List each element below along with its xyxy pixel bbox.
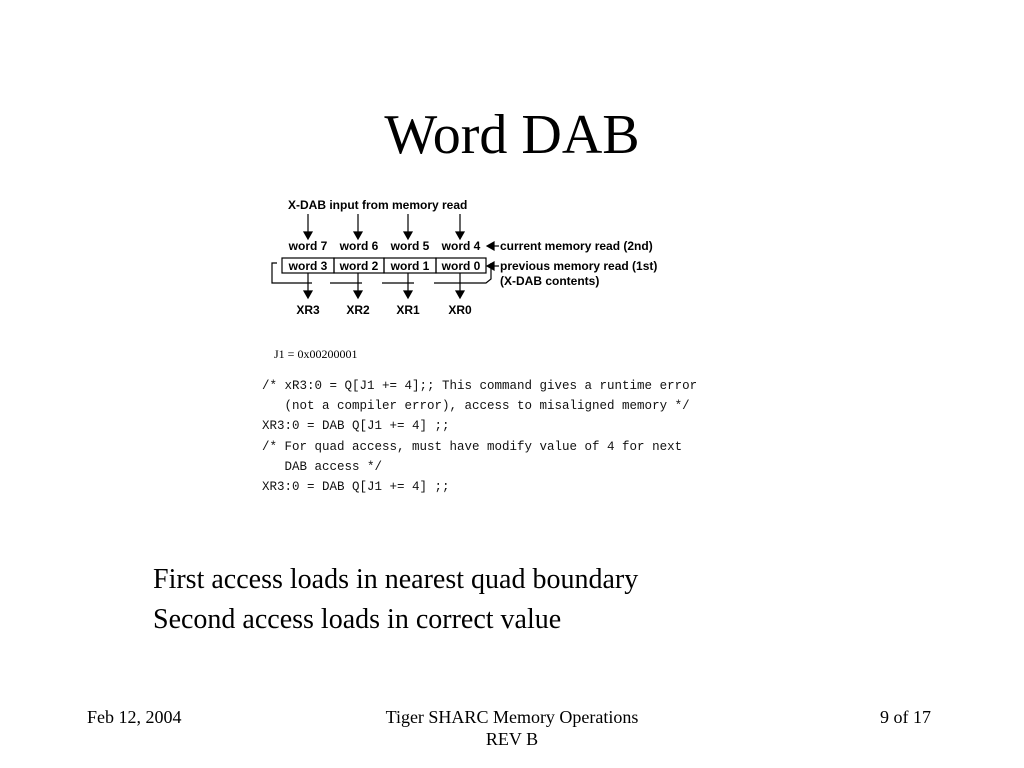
register-xr1: XR1 xyxy=(396,303,420,317)
dab-diagram xyxy=(255,190,695,325)
code-line: DAB access */ xyxy=(262,459,383,474)
footer-revision: REV B xyxy=(485,729,539,749)
input-arrowhead-7 xyxy=(304,232,312,239)
code-line: XR3:0 = DAB Q[J1 += 4] ;; xyxy=(262,480,450,495)
top-word-4: word 4 xyxy=(441,239,481,253)
code-line: (not a compiler error), access to misaligned memory */ xyxy=(262,399,690,414)
top-word-7: word 7 xyxy=(288,239,328,253)
reg-arrowhead-3 xyxy=(304,291,312,298)
body-text xyxy=(153,560,638,640)
bottom-word-1: word 1 xyxy=(390,259,430,273)
bottom-word-0: word 0 xyxy=(441,259,481,273)
reg-arrowhead-0 xyxy=(456,291,464,298)
input-label: X-DAB input from memory read xyxy=(288,198,468,212)
code-line: /* xR3:0 = Q[J1 += 4];; This command gives a runtime error xyxy=(262,379,698,393)
top-word-5: word 5 xyxy=(390,239,430,253)
top-word-6: word 6 xyxy=(339,239,379,253)
bottom-word-2: word 2 xyxy=(339,259,379,273)
code-line: /* For quad access, must have modify value of 4 for next xyxy=(262,439,683,454)
bottom-word-3: word 3 xyxy=(288,259,328,273)
footer-date: Feb 12, 2004 xyxy=(87,707,182,727)
code-block xyxy=(262,376,697,497)
xdab-contents-label: (X-DAB contents) xyxy=(500,274,600,288)
reg-arrowhead-2 xyxy=(354,291,362,298)
register-xr0: XR0 xyxy=(448,303,472,317)
footer-title: Tiger SHARC Memory Operations xyxy=(385,707,639,727)
register-xr2: XR2 xyxy=(346,303,370,317)
input-arrowhead-6 xyxy=(354,232,362,239)
current-arrowhead xyxy=(487,242,494,250)
footer-center xyxy=(312,706,712,750)
previous-read-label: previous memory read (1st) xyxy=(500,259,658,273)
current-read-label: current memory read (2nd) xyxy=(500,239,653,253)
reg-arrowhead-1 xyxy=(404,291,412,298)
input-arrowhead-4 xyxy=(456,232,464,239)
register-xr3: XR3 xyxy=(296,303,320,317)
code-line: XR3:0 = DAB Q[J1 += 4] ;; xyxy=(262,419,450,434)
input-arrowhead-5 xyxy=(404,232,412,239)
body-line-1: First access loads in nearest quad boundary xyxy=(153,564,639,595)
slide-title: Word DAB xyxy=(384,104,640,166)
body-line-2: Second access loads in correct value xyxy=(153,604,562,635)
footer-page-number: 9 of 17 xyxy=(880,707,931,727)
j1-value: J1 = 0x00200001 xyxy=(274,347,358,361)
